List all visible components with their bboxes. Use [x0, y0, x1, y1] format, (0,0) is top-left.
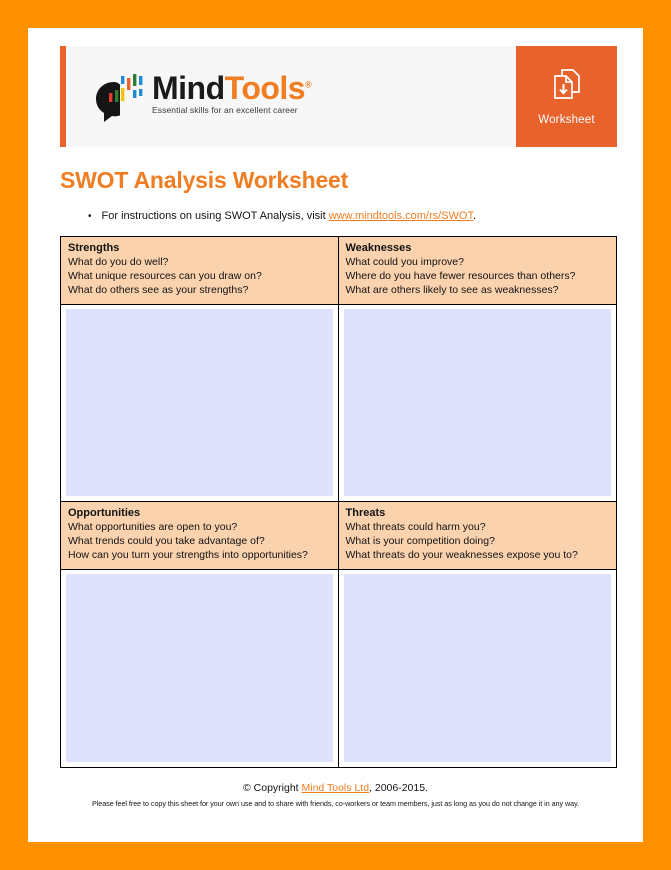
brand-logo	[66, 46, 516, 147]
quadrant-title-opportunities: Opportunities	[68, 507, 141, 519]
quadrant-prompt-opportunities-1: What opportunities are open to you?	[68, 521, 238, 533]
logo-wordmark	[152, 69, 312, 106]
document-download-icon	[552, 68, 582, 105]
footer-copyright-suffix: , 2006-2015.	[369, 782, 428, 794]
quadrant-prompt-threats-2: What is your competition doing?	[345, 534, 495, 547]
answer-area-weaknesses[interactable]	[344, 309, 612, 496]
footer-company-link[interactable]: Mind Tools Ltd	[301, 782, 370, 794]
worksheet-sheet	[28, 28, 643, 842]
quadrant-title-strengths: Strengths	[68, 242, 120, 254]
footer-copyright	[44, 782, 627, 794]
logo-registered-mark: ®	[305, 78, 312, 89]
answer-area-strengths[interactable]	[66, 309, 333, 496]
quadrant-prompt-opportunities-3: How can you turn your strengths into opportunities?	[68, 548, 308, 561]
quadrant-header-threats	[339, 502, 617, 570]
quadrant-prompt-weaknesses-3: What are others likely to see as weaknesses?	[345, 283, 559, 296]
logo-tagline: Essential skills for an excellent career	[152, 105, 298, 116]
instructions-text-before: For instructions on using SWOT Analysis, visit	[101, 210, 326, 222]
quadrant-prompt-weaknesses-1: What could you improve?	[345, 256, 464, 268]
bullet-icon: •	[88, 211, 92, 222]
quadrant-header-weaknesses	[339, 237, 617, 305]
quadrant-title-weaknesses: Weaknesses	[345, 242, 412, 254]
quadrant-title-threats: Threats	[345, 507, 386, 519]
instructions-line	[88, 210, 627, 222]
mindtools-head-icon	[92, 72, 150, 128]
quadrant-header-strengths	[61, 237, 339, 305]
quadrant-body-threats	[339, 570, 617, 767]
logo-word-tools: Tools	[224, 69, 306, 106]
quadrant-prompt-strengths-2: What unique resources can you draw on?	[68, 269, 262, 282]
quadrant-body-strengths	[61, 305, 339, 502]
quadrant-body-weaknesses	[339, 305, 617, 502]
footer	[44, 782, 627, 808]
quadrant-prompt-weaknesses-2: Where do you have fewer resources than others?	[345, 269, 576, 282]
logo-word-mind: Mind	[152, 69, 225, 106]
answer-area-opportunities[interactable]	[66, 574, 333, 762]
footer-copyright-prefix: © Copyright	[243, 782, 299, 794]
worksheet-badge[interactable]	[516, 46, 617, 147]
footer-usage-note: Please feel free to copy this sheet for your own use and to share with friends, co-workers or team members, just as long as you do not change it in any way.	[91, 799, 580, 808]
page-title: SWOT Analysis Worksheet	[60, 167, 349, 193]
quadrant-prompt-threats-3: What threats do your weaknesses expose you to?	[345, 548, 578, 561]
quadrant-body-opportunities	[61, 570, 339, 767]
instructions-link[interactable]: www.mindtools.com/rs/SWOT	[328, 210, 473, 222]
quadrant-prompt-opportunities-2: What trends could you take advantage of?	[68, 534, 265, 547]
quadrant-prompt-threats-1: What threats could harm you?	[345, 521, 486, 533]
instructions-text-after: .	[472, 210, 477, 222]
quadrant-prompt-strengths-3: What do others see as your strengths?	[68, 283, 249, 296]
instructions-text	[102, 210, 477, 222]
worksheet-badge-label: Worksheet	[538, 113, 595, 126]
swot-grid	[60, 236, 617, 768]
quadrant-prompt-strengths-1: What do you do well?	[68, 256, 169, 268]
quadrant-header-opportunities	[61, 502, 339, 570]
answer-area-threats[interactable]	[344, 574, 612, 762]
header-band	[60, 46, 617, 147]
